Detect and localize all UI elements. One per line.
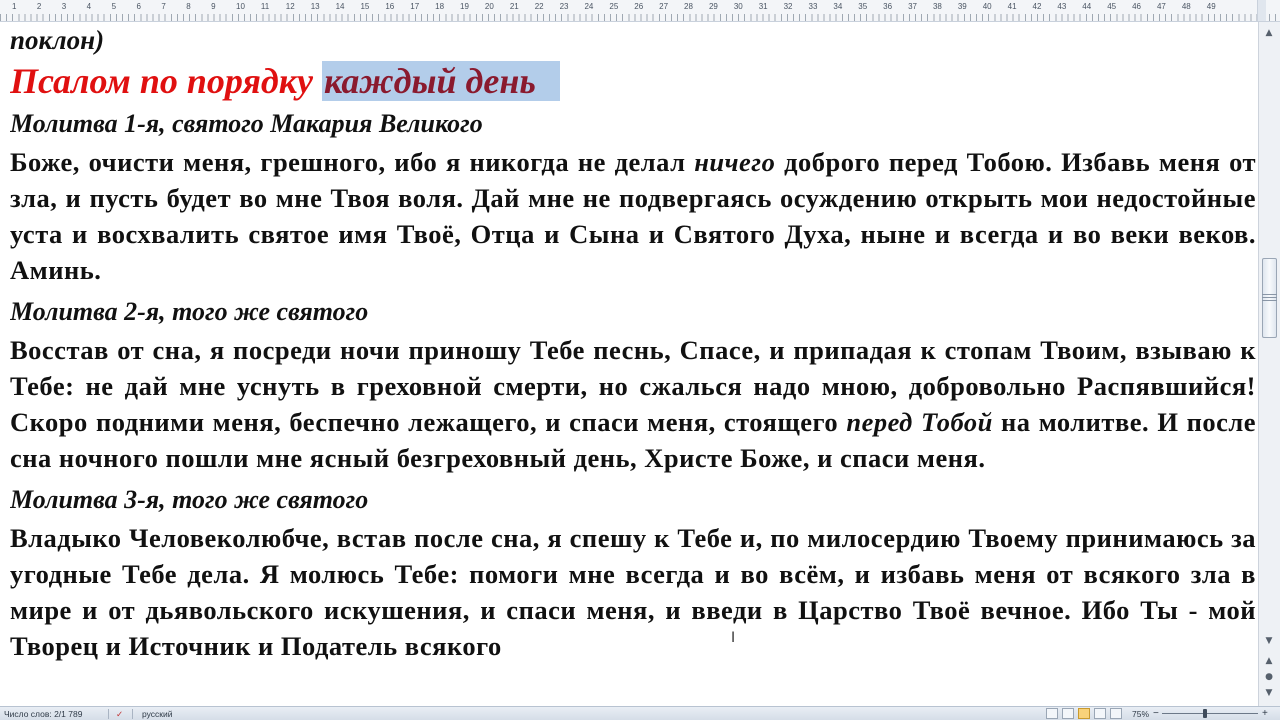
- ruler-number: 21: [509, 2, 519, 11]
- ruler-number: 41: [1007, 2, 1017, 11]
- ruler-number: 19: [460, 2, 469, 11]
- ruler-ticks: [0, 14, 1280, 21]
- prayer-1-text: [10, 144, 1256, 288]
- print-layout-view-icon[interactable]: [1046, 708, 1058, 719]
- document-page[interactable]: [10, 22, 1256, 706]
- previous-page-icon[interactable]: ▲: [1265, 656, 1273, 666]
- ruler-number: 34: [833, 2, 843, 11]
- prayer-3-text: [10, 520, 1256, 664]
- scrollbar-thumb-grip: [1262, 297, 1277, 298]
- outline-view-icon[interactable]: [1094, 708, 1106, 719]
- ruler-number: 15: [360, 2, 370, 11]
- ruler-number: 24: [584, 2, 594, 11]
- ruler-number: 5: [111, 2, 117, 11]
- prayer-2-text: [10, 332, 1256, 476]
- prayer-2-heading: Молитва 2-я, того же святого: [10, 297, 369, 326]
- ruler-number: 25: [609, 2, 619, 11]
- prayer-2-text-italic: перед Тобой: [846, 407, 993, 437]
- ruler-number: 44: [1082, 2, 1092, 11]
- ruler-number: 4: [86, 2, 92, 11]
- language-indicator[interactable]: русский: [142, 709, 173, 719]
- ruler-number: 7: [161, 2, 166, 11]
- ruler-number: 30: [733, 2, 743, 11]
- section-title-red: Псалом по порядку: [10, 61, 323, 101]
- prayer-3-text-part-1: Владыко Человеколюбче, встав после сна, я спешу к Тебе и, по милосердию Твоему принимаюсь за угодные Тебе дела. Я молюсь Тебе: помоги мне всегда и во всём, и избавь меня от всякого зла в мире и от дьявольского искушения, и спаси меня, и введи в Царство Твоё вечное. Ибо Ты - мой Творец и Источник и Податель всякого: [10, 523, 1256, 661]
- ruler-number: 27: [659, 2, 669, 11]
- prayer-1-text-part-3: доброго перед Тобою. Избавь меня от зла, и пусть будет во мне Твоя воля. Дай мне не подвергаясь осуждению открыть мои недостойные уста и восхвалить святое имя Твоё, Отца и Сына и Святого Духа, ныне и всегда и во веки веков. Аминь.: [10, 147, 1256, 285]
- scroll-up-arrow-icon[interactable]: ▲: [1265, 28, 1273, 38]
- ruler-number: 18: [435, 2, 445, 11]
- ruler-number: 46: [1132, 2, 1141, 11]
- text-cursor-icon: I: [731, 630, 736, 646]
- ruler-number: 47: [1156, 2, 1166, 11]
- top-fragment-text: поклон): [10, 25, 105, 55]
- scrollbar-thumb[interactable]: [1262, 258, 1277, 338]
- zoom-out-icon[interactable]: −: [1153, 708, 1159, 719]
- ruler-number: 28: [684, 2, 693, 11]
- ruler-number: 48: [1181, 2, 1191, 11]
- horizontal-ruler[interactable]: [0, 0, 1280, 22]
- proofing-icon[interactable]: ✓: [116, 709, 124, 719]
- full-screen-reading-view-icon[interactable]: [1062, 708, 1074, 719]
- vertical-scrollbar[interactable]: [1258, 22, 1280, 706]
- draft-view-icon[interactable]: [1110, 708, 1122, 719]
- zoom-in-icon[interactable]: +: [1262, 708, 1268, 719]
- prayer-2-text-part-1: Восстав от сна, я посреди ночи приношу Тебе песнь, Спасе, и припадая к стопам Твоим, взываю к Тебе: не дай мне уснуть в греховной смерти, но сжалься надо мною, добровольно Распявшийся! Скоро подними меня, беспечно лежащего, и спаси меня, стоящего: [10, 335, 1256, 437]
- prayer-1-text-italic: ничего: [694, 147, 776, 177]
- ruler-number: 45: [1107, 2, 1117, 11]
- scroll-down-arrow-icon[interactable]: ▼: [1265, 636, 1273, 646]
- web-layout-view-icon[interactable]: [1078, 708, 1090, 719]
- ruler-number: 3: [61, 2, 67, 11]
- ruler-number: 35: [858, 2, 868, 11]
- ruler-number: 42: [1032, 2, 1042, 11]
- ruler-number: 23: [559, 2, 569, 11]
- ruler-number: 29: [708, 2, 718, 11]
- next-page-icon[interactable]: ▼: [1265, 688, 1273, 698]
- ruler-number: 10: [236, 2, 245, 11]
- ruler-number: 17: [410, 2, 420, 11]
- status-bar: [0, 706, 1280, 720]
- ruler-right-margin-marker[interactable]: [1257, 0, 1266, 22]
- ruler-number: 12: [285, 2, 295, 11]
- ruler-number: 37: [908, 2, 917, 11]
- ruler-number: 16: [385, 2, 395, 11]
- zoom-level[interactable]: 75%: [1132, 709, 1150, 719]
- ruler-number: 40: [982, 2, 992, 11]
- ruler-number: 22: [534, 2, 544, 11]
- ruler-number: 43: [1057, 2, 1067, 11]
- prayer-2-text-part-3: на молитве. И после сна ночного пошли мне ясный безгреховный день, Христе Боже, и спаси меня.: [10, 407, 1256, 473]
- word-count[interactable]: Число слов: 2/1 789: [4, 709, 83, 719]
- ruler-number: 49: [1206, 2, 1216, 11]
- status-separator: [108, 709, 109, 719]
- ruler-number: 1: [12, 2, 17, 11]
- ruler-number: 33: [808, 2, 818, 11]
- ruler-number: 8: [186, 2, 191, 11]
- ruler-number: 2: [36, 2, 42, 11]
- zoom-slider-knob[interactable]: [1203, 709, 1207, 718]
- status-separator: [132, 709, 133, 719]
- ruler-number: 11: [260, 2, 270, 11]
- ruler-number: 9: [211, 2, 216, 11]
- ruler-number: 32: [783, 2, 793, 11]
- ruler-number: 13: [310, 2, 320, 11]
- ruler-number: 6: [136, 2, 141, 11]
- prayer-3-heading: Молитва 3-я, того же святого: [10, 485, 369, 514]
- ruler-number: 26: [634, 2, 644, 11]
- scrollbar-thumb-grip: [1262, 294, 1277, 295]
- ruler-numbers: [12, 2, 1232, 14]
- section-title-highlighted: каждый день: [322, 61, 560, 101]
- ruler-number: 39: [957, 2, 967, 11]
- prayer-1-text-part-1: Боже, очисти меня, грешного, ибо я никогда не делал: [10, 147, 695, 177]
- ruler-number: 20: [484, 2, 494, 11]
- ruler-number: 31: [758, 2, 768, 11]
- section-title: [10, 58, 1256, 104]
- zoom-slider-track[interactable]: [1162, 713, 1258, 714]
- select-browse-object-icon[interactable]: ●: [1265, 672, 1273, 682]
- prayer-1-heading: Молитва 1-я, святого Макария Великого: [10, 109, 483, 138]
- ruler-number: 14: [335, 2, 345, 11]
- ruler-number: 36: [883, 2, 893, 11]
- scrollbar-thumb-grip: [1262, 300, 1277, 301]
- ruler-number: 38: [932, 2, 942, 11]
